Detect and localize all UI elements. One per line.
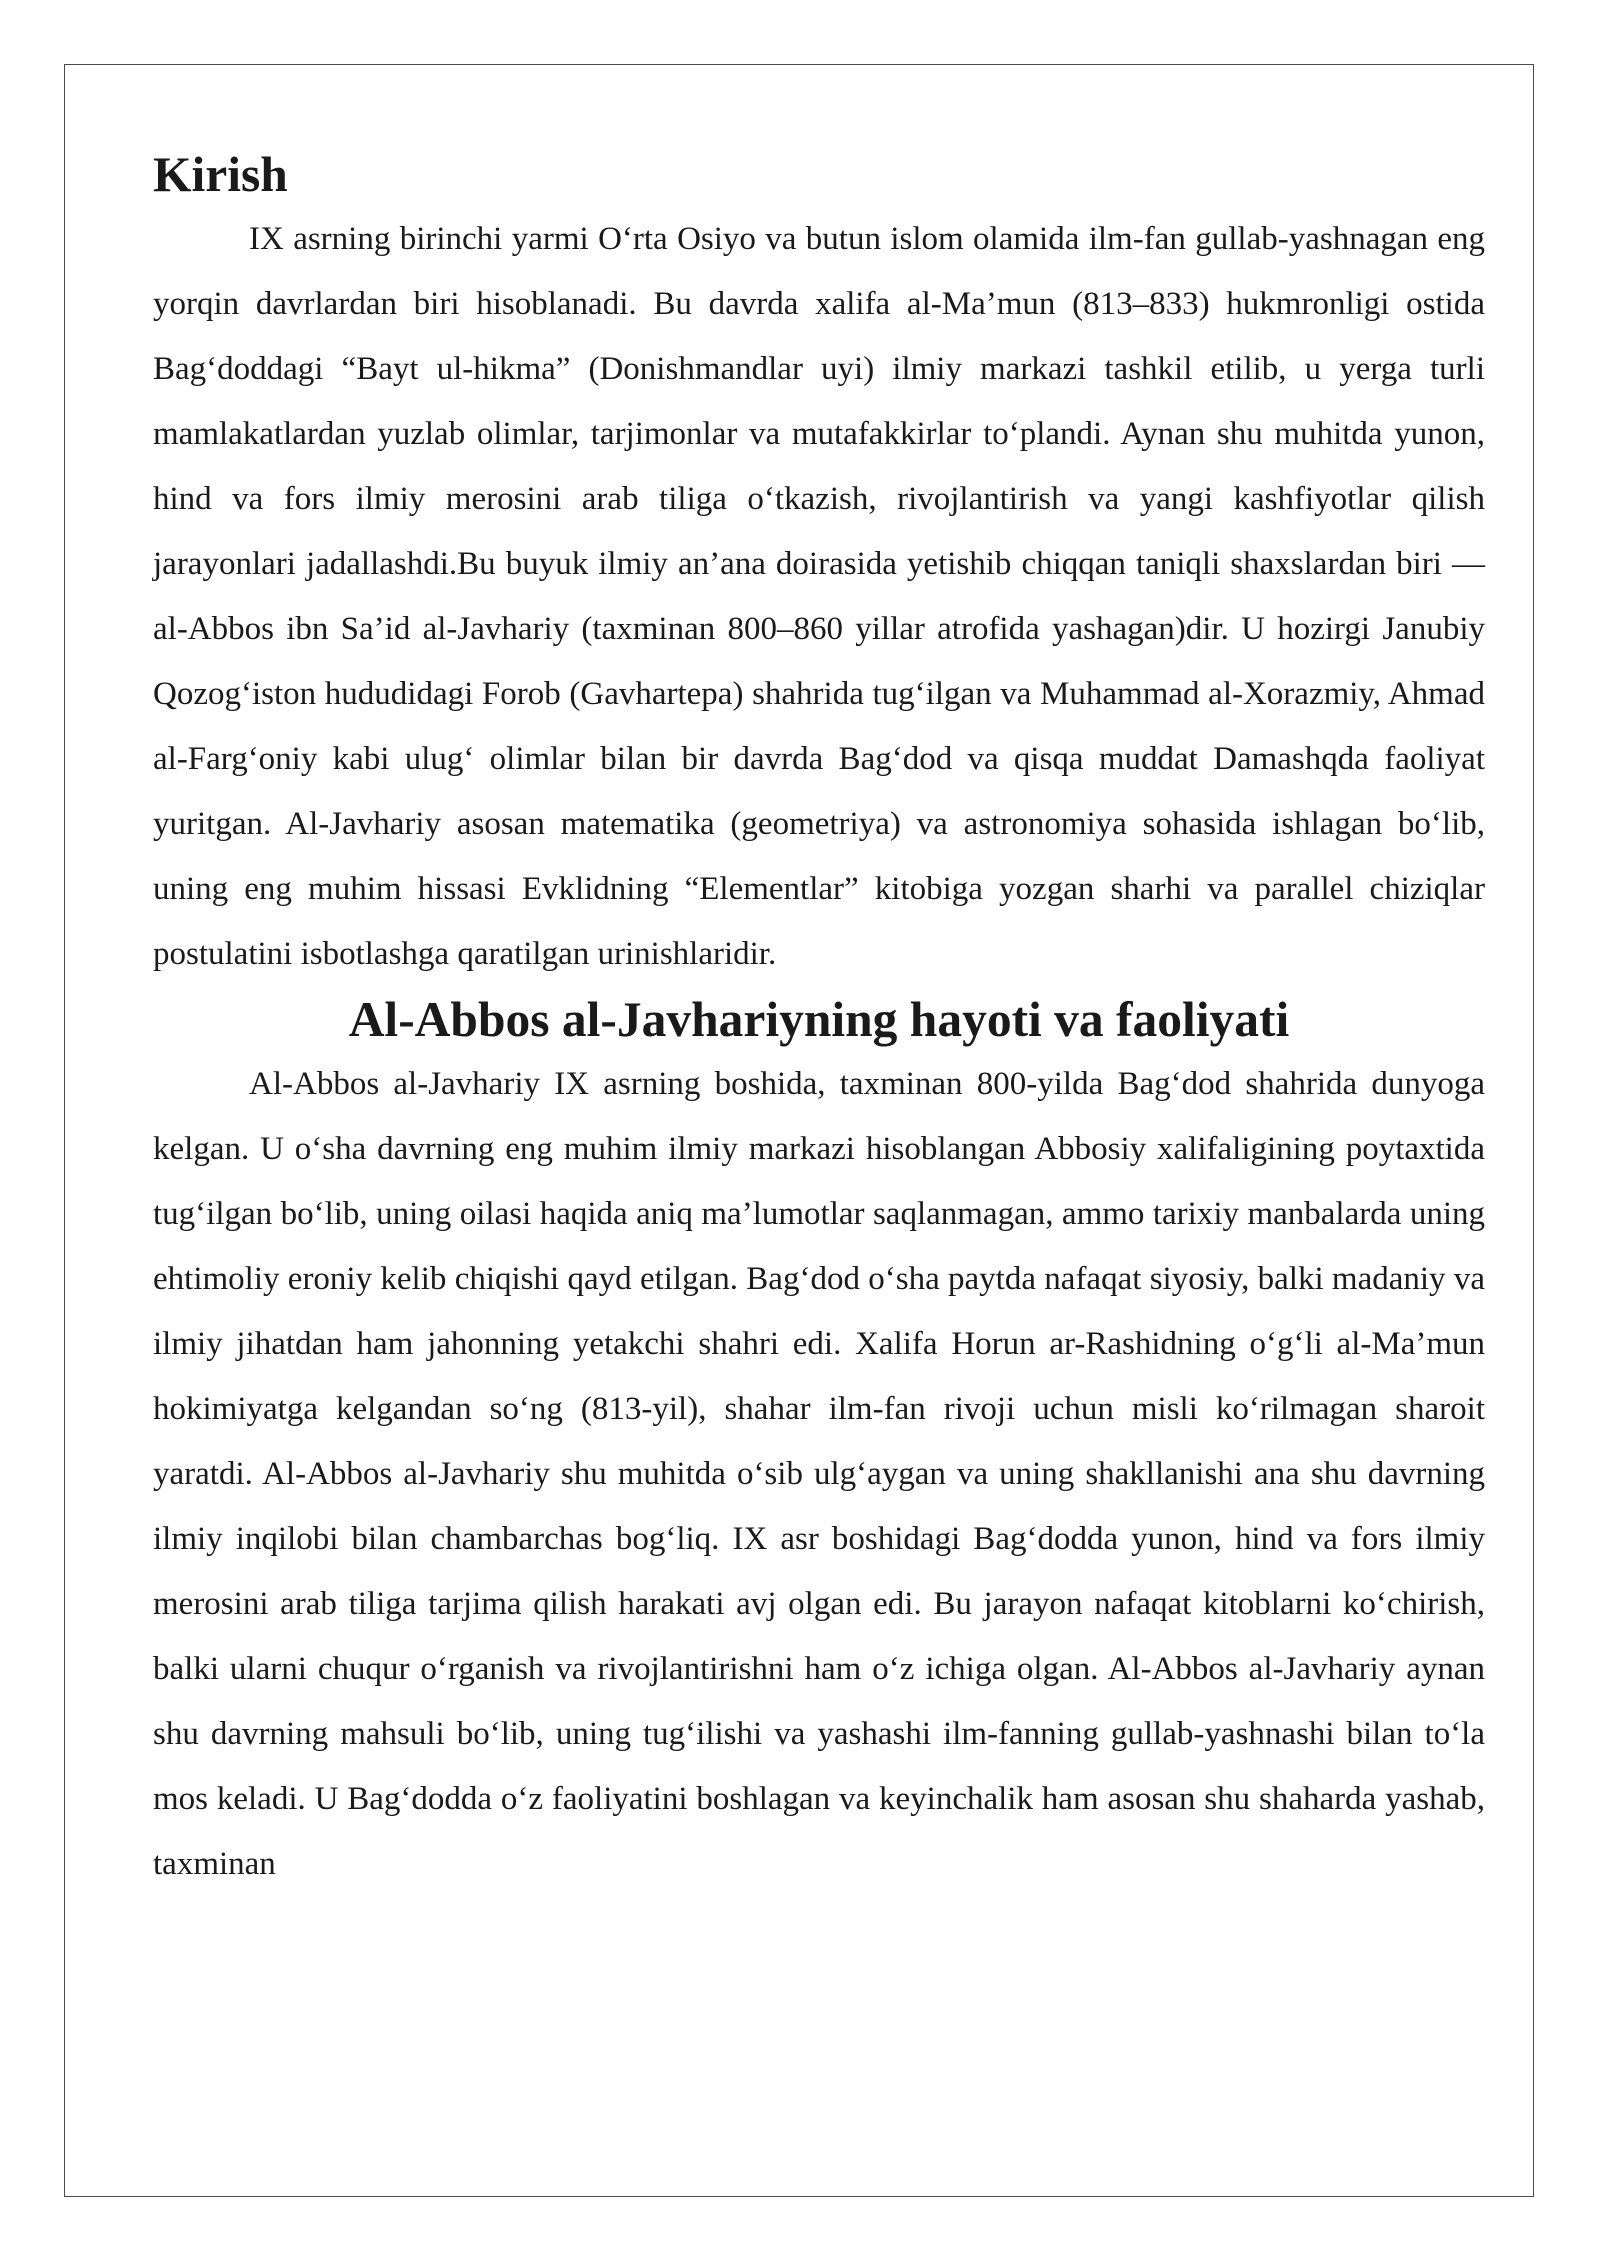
intro-paragraph: IX asrning birinchi yarmi O‘rta Osiyo va butun islom olamida ilm-fan gullab-yashnagan eng yorqin davrlardan biri hisoblanadi. Bu davrda xalifa al-Ma’mun (813–833) hukmronligi ostida Bag‘doddagi “Bayt ul-hikma” (Donishmandlar uyi) ilmiy markazi tashkil etilib, u yerga turli mamlakatlardan yuzlab olimlar, tarjimonlar va mutafakkirlar to‘plandi. Aynan shu muhitda yunon, hind va fors ilmiy merosini arab tiliga o‘tkazish, rivojlantirish va yangi kashfiyotlar qilish jarayonlari jadallashdi.Bu buyuk ilmiy an’ana doirasida yetishib chiqqan taniqli shaxslardan biri — al-Abbos ibn Sa’id al-Javhariy (taxminan 800–860 yillar atrofida yashagan)dir. U hozirgi Janubiy Qozog‘iston hududidagi Forob (Gavhartepa) shahrida tug‘ilgan va Muhammad al-Xorazmiy, Ahmad al-Farg‘oniy kabi ulug‘ olimlar bilan bir davrda Bag‘dod va qisqa muddat Damashqda faoliyat yuritgan. Al-Javhariy asosan matematika (geometriya) va astronomiya sohasida ishlagan bo‘lib, uning eng muhim hissasi Evklidning “Elementlar” kitobiga yozgan sharhi va parallel chiziqlar postulatini isbotlashga qaratilgan urinishlaridir. (153, 221, 1485, 972)
intro-heading: Kirish (153, 147, 288, 202)
section-heading: Al-Abbos al-Javhariyning hayoti va faoliyati (348, 992, 1290, 1047)
document-body (153, 142, 1485, 1897)
section-paragraph: Al-Abbos al-Javhariy IX asrning boshida, taxminan 800-yilda Bag‘dod shahrida dunyoga kelgan. U o‘sha davrning eng muhim ilmiy markazi hisoblangan Abbosiy xalifaligining poytaxtida tug‘ilgan bo‘lib, uning oilasi haqida aniq ma’lumotlar saqlanmagan, ammo tarixiy manbalarda uning ehtimoliy eroniy kelib chiqishi qayd etilgan. Bag‘dod o‘sha paytda nafaqat siyosiy, balki madaniy va ilmiy jihatdan ham jahonning yetakchi shahri edi. Xalifa Horun ar-Rashidning o‘g‘li al-Ma’mun hokimiyatga kelgandan so‘ng (813-yil), shahar ilm-fan rivoji uchun misli ko‘rilmagan sharoit yaratdi. Al-Abbos al-Javhariy shu muhitda o‘sib ulg‘aygan va uning shakllanishi ana shu davrning ilmiy inqilobi bilan chambarchas bog‘liq. IX asr boshidagi Bag‘dodda yunon, hind va fors ilmiy merosini arab tiliga tarjima qilish harakati avj olgan edi. Bu jarayon nafaqat kitoblarni ko‘chirish, balki ularni chuqur o‘rganish va rivojlantirishni ham o‘z ichiga olgan. Al-Abbos al-Javhariy aynan shu davrning mahsuli bo‘lib, uning tug‘ilishi va yashashi ilm-fanning gullab-yashnashi bilan to‘la mos keladi. U Bag‘dodda o‘z faoliyatini boshlagan va keyinchalik ham asosan shu shaharda yashab, taxminan (153, 1066, 1485, 1882)
